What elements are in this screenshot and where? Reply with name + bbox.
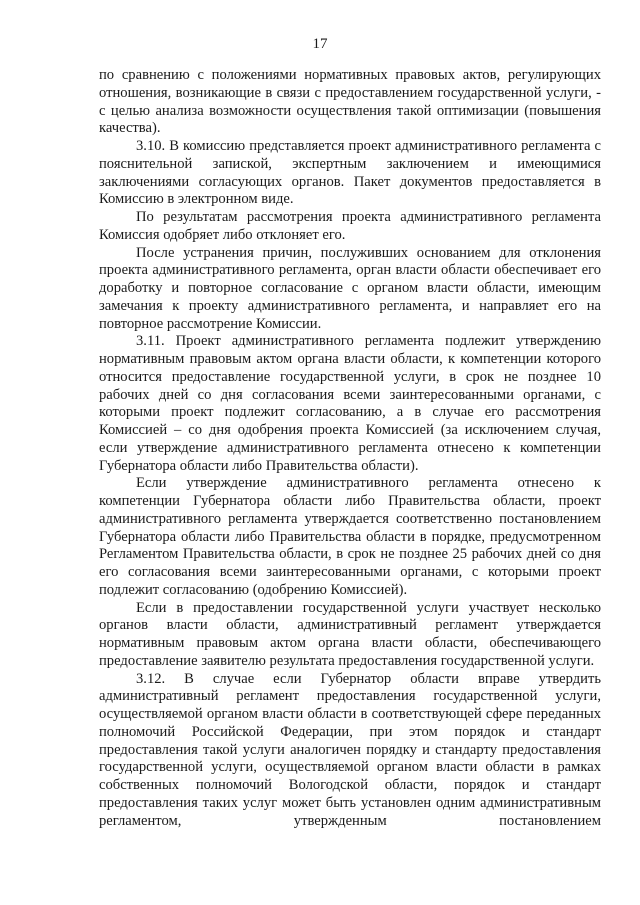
paragraph-3-11: 3.11. Проект административного регламента подлежит утверждению нормативным правовым актом органа власти области, к компетенции которого относится предоставление государственной услуги, в срок не позднее 10 рабочих дней со дня согласования всеми заинтересованными органами, с которыми проект подлежит согласованию, а в случае его рассмотрения Комиссией – со дня одобрения проекта Комиссией (за исключением случая, если утверждение административного регламента отнесено к компетенции Губернатора области либо Правительства области). xyxy=(99,333,601,474)
paragraph-3-12: 3.12. В случае если Губернатор области вправе утвердить административный регламент предоставления государственной услуги, осуществляемой органом власти области в соответствующей сфере переданных полномочий Российской Федерации, при этом порядок и стандарт предоставления такой услуги аналогичен порядку и стандарту предоставления государственной услуги, осуществляемой органом власти области в рамках собственных полномочий Вологодской области, порядок и стандарт предоставления таких услуг может быть установлен одним административным регламентом, утвержденным постановлением xyxy=(99,670,601,829)
paragraph-3-11-governor: Если утверждение административного регламента отнесено к компетенции Губернатора области либо Правительства области, проект административного регламента утверждается соответственно постановлением Губернатора области либо Правительства области в порядке, предусмотренном Регламентом Правительства области, в срок не позднее 25 рабочих дней со дня его согласования всеми заинтересованными органами, с которыми проект подлежит согласованию (одобрению Комиссией). xyxy=(99,475,601,598)
document-body xyxy=(99,67,601,830)
paragraph-3-10: 3.10. В комиссию представляется проект административного регламента с пояснительной запиской, экспертным заключением и имеющимися заключениями согласующих органов. Пакет документов предоставляется в Комиссию в электронном виде. xyxy=(99,138,601,208)
page-number: 17 xyxy=(312,36,328,52)
paragraph-3-9-continuation: по сравнению с положениями нормативных правовых актов, регулирующих отношения, возникающие в связи с предоставлением государственной услуги, - с целью анализа возможности осуществления такой оптимизации (повышения качества). xyxy=(99,67,601,137)
paragraph-3-10-result: По результатам рассмотрения проекта административного регламента Комиссия одобряет либо отклоняет его. xyxy=(99,209,601,243)
paragraph-3-11-several-bodies: Если в предоставлении государственной услуги участвует несколько органов власти области, административный регламент утверждается нормативным правовым актом органа власти области, обеспечивающего предоставление заявителю результата предоставления государственной услуги. xyxy=(99,599,601,669)
paragraph-3-10-rework: После устранения причин, послуживших основанием для отклонения проекта административного регламента, орган власти области обеспечивает его доработку и повторное согласование с органом власти области, имеющим замечания к проекту административного регламента, и направляет его на повторное рассмотрение Комиссии. xyxy=(99,244,601,332)
